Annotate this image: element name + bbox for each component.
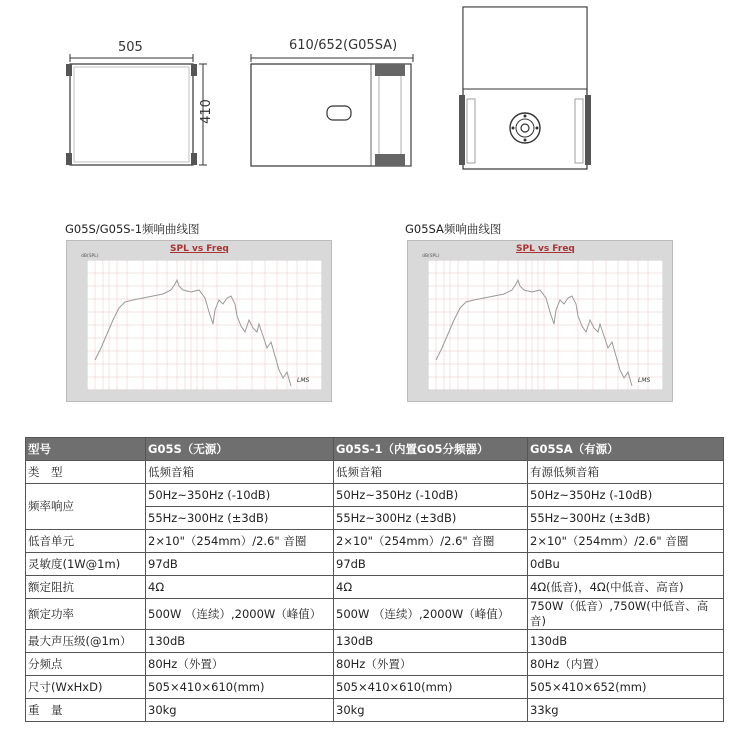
table-cell: 0dBu xyxy=(528,553,724,576)
table-row xyxy=(26,653,724,676)
left-chart-plot xyxy=(87,260,322,390)
right-chart-y-unit: dB(SPL) xyxy=(422,254,440,259)
table-row xyxy=(26,530,724,553)
row-label: 频率响应 xyxy=(26,484,146,530)
table-cell: 130dB xyxy=(334,630,528,653)
table-cell: 4Ω xyxy=(334,576,528,599)
row-label: 最大声压级(@1m） xyxy=(26,630,146,653)
table-cell: 500W （连续）,2000W（峰值） xyxy=(146,599,334,630)
table-cell: 97dB xyxy=(334,553,528,576)
table-cell: 55Hz~300Hz (±3dB) xyxy=(146,507,334,530)
table-cell: 80Hz（外置） xyxy=(146,653,334,676)
table-cell: 97dB xyxy=(146,553,334,576)
height-dimension-label: 410 xyxy=(198,99,214,124)
row-label: 额定功率 xyxy=(26,599,146,630)
table-cell: 低频音箱 xyxy=(146,461,334,484)
table-cell: 50Hz~350Hz (-10dB) xyxy=(146,484,334,507)
width-dimension-label: 505 xyxy=(118,40,143,55)
table-cell: 80Hz（内置） xyxy=(528,653,724,676)
table-cell: 505×410×610(mm) xyxy=(146,676,334,699)
right-chart-plot xyxy=(428,260,663,390)
right-chart-title: SPL vs Freq xyxy=(516,244,575,254)
table-cell: 50Hz~350Hz (-10dB) xyxy=(528,484,724,507)
row-label: 重 量 xyxy=(26,699,146,722)
header-model: 型号 xyxy=(26,438,146,461)
table-row xyxy=(26,484,724,507)
header-g05s-1: G05S-1（内置G05分频器） xyxy=(334,438,528,461)
header-g05s: G05S（无源） xyxy=(146,438,334,461)
table-cell: 4Ω(低音)，4Ω(中低音、高音) xyxy=(528,576,724,599)
rear-view-drawing xyxy=(455,3,595,175)
table-cell: 2×10"（254mm）/2.6" 音圈 xyxy=(334,530,528,553)
table-cell: 130dB xyxy=(528,630,724,653)
row-label: 灵敏度(1W@1m) xyxy=(26,553,146,576)
table-cell: 55Hz~300Hz (±3dB) xyxy=(334,507,528,530)
row-label: 类 型 xyxy=(26,461,146,484)
table-row xyxy=(26,553,724,576)
row-label: 额定阻抗 xyxy=(26,576,146,599)
table-cell: 低频音箱 xyxy=(334,461,528,484)
left-chart-title: SPL vs Freq xyxy=(170,244,229,254)
row-label: 分频点 xyxy=(26,653,146,676)
table-row xyxy=(26,461,724,484)
right-chart-caption: G05SA频响曲线图 xyxy=(405,222,502,236)
table-cell: 50Hz~350Hz (-10dB) xyxy=(334,484,528,507)
header-g05sa: G05SA（有源） xyxy=(528,438,724,461)
table-cell: 750W（低音）,750W(中低音、高音) xyxy=(528,599,724,630)
table-row xyxy=(26,599,724,630)
right-frequency-chart xyxy=(407,240,673,402)
table-cell: 505×410×610(mm) xyxy=(334,676,528,699)
side-view-drawing xyxy=(245,50,420,175)
right-chart-logo: LMS xyxy=(638,377,651,384)
table-header-row xyxy=(26,438,724,461)
spec-table xyxy=(25,437,724,722)
table-cell: 30kg xyxy=(146,699,334,722)
table-cell: 130dB xyxy=(146,630,334,653)
left-chart-y-unit: dB(SPL) xyxy=(81,254,99,259)
table-cell: 80Hz（外置） xyxy=(334,653,528,676)
table-cell: 505×410×652(mm) xyxy=(528,676,724,699)
left-frequency-chart xyxy=(66,240,332,402)
row-label: 低音单元 xyxy=(26,530,146,553)
table-cell: 55Hz~300Hz (±3dB) xyxy=(528,507,724,530)
table-row xyxy=(26,576,724,599)
left-chart-logo: LMS xyxy=(297,377,310,384)
table-cell: 30kg xyxy=(334,699,528,722)
left-chart-caption: G05S/G05S-1频响曲线图 xyxy=(65,222,200,236)
depth-dimension-label: 610/652(G05SA) xyxy=(289,38,398,53)
table-cell: 500W （连续）,2000W（峰值） xyxy=(334,599,528,630)
table-cell: 有源低频音箱 xyxy=(528,461,724,484)
table-cell: 2×10"（254mm）/2.6" 音圈 xyxy=(528,530,724,553)
table-cell: 4Ω xyxy=(146,576,334,599)
table-row xyxy=(26,630,724,653)
table-cell: 33kg xyxy=(528,699,724,722)
table-row xyxy=(26,676,724,699)
row-label: 尺寸(WxHxD) xyxy=(26,676,146,699)
table-row xyxy=(26,699,724,722)
front-view-drawing xyxy=(60,50,210,175)
table-cell: 2×10"（254mm）/2.6" 音圈 xyxy=(146,530,334,553)
